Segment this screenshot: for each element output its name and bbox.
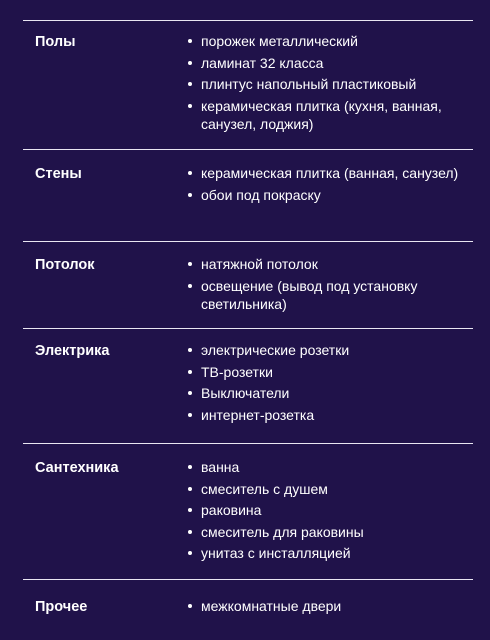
bullet-icon [188,262,192,266]
list-item [188,255,468,273]
category-label: Полы [35,34,76,50]
item-text: раковина [201,502,262,518]
spec-row-ceiling [23,241,473,328]
item-text: натяжной потолок [201,256,318,272]
bullet-icon [188,82,192,86]
item-text: керамическая плитка (ванная, санузел) [201,165,459,181]
list-item [188,406,468,424]
bullet-icon [188,391,192,395]
item-text: керамическая плитка (кухня, ванная, санузел, лоджия) [201,97,442,132]
item-text: смеситель с душем [201,480,328,497]
bullet-icon [188,284,192,288]
category-label: Электрика [35,343,110,359]
spec-row-plumbing [23,443,473,579]
item-text: порожек металлический [201,33,358,49]
item-text: ламинат 32 класса [201,54,324,71]
item-text: интернет-розетка [201,406,315,423]
item-list [188,458,468,566]
list-item [188,501,468,519]
item-list [188,341,468,427]
category-label: Потолок [35,257,95,273]
list-item [188,341,468,359]
list-item [188,523,468,541]
bullet-icon [188,61,192,65]
bullet-icon [188,508,192,512]
bullet-icon [188,193,192,197]
bullet-icon [188,413,192,417]
list-item [188,480,468,498]
list-item [188,97,468,133]
list-item [188,186,468,204]
item-text: освещение (вывод под установку светильника) [201,277,418,312]
item-text: Выключатели [201,385,290,401]
category-label: Сантехника [35,460,119,476]
list-item [188,363,468,381]
item-text: обои под покраску [201,186,321,203]
list-item [188,164,468,182]
bullet-icon [188,104,192,108]
spec-row-electrics [23,328,473,443]
list-item [188,32,468,50]
bullet-icon [188,465,192,469]
list-item [188,54,468,72]
item-list [188,32,468,136]
bullet-icon [188,348,192,352]
bullet-icon [188,604,192,608]
item-list [188,255,468,316]
bullet-icon [188,551,192,555]
item-text: смеситель для раковины [201,523,364,540]
category-label: Стены [35,166,82,182]
item-text: унитаз с инсталляцией [201,545,351,561]
list-item [188,277,468,313]
item-text: плинтус напольный пластиковый [201,76,417,92]
bullet-icon [188,39,192,43]
bullet-icon [188,171,192,175]
list-item [188,458,468,476]
bullet-icon [188,530,192,534]
list-item [188,597,468,615]
list-item [188,544,468,562]
item-text: ТВ-розетки [201,363,273,380]
bullet-icon [188,370,192,374]
item-text: ванна [201,459,240,475]
spec-row-walls [23,149,473,241]
list-item [188,384,468,402]
item-text: межкомнатные двери [201,598,342,614]
bullet-icon [188,487,192,491]
item-text: электрические розетки [201,342,350,358]
list-item [188,75,468,93]
spec-row-other [23,579,473,640]
item-list [188,164,468,207]
item-list [188,597,468,619]
category-label: Прочее [35,599,88,615]
spec-row-floors [23,20,473,149]
